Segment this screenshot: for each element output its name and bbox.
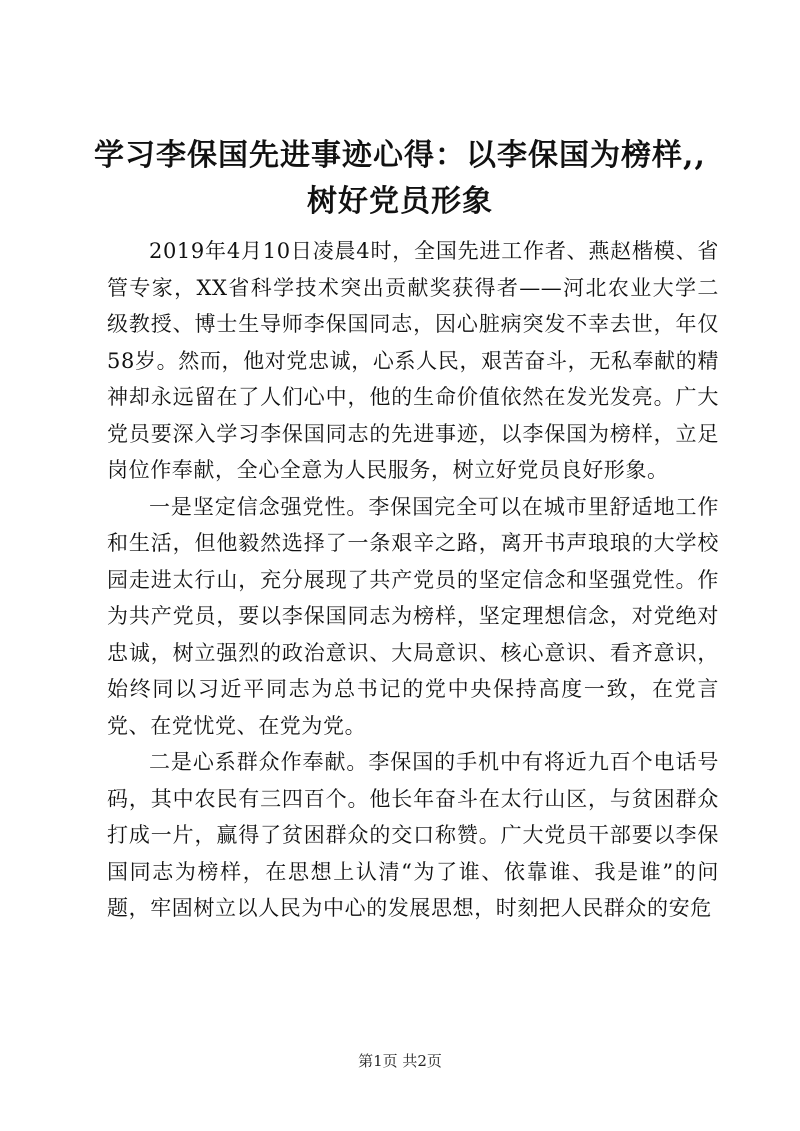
page-footer: 第1页 共2页 [358,1052,442,1070]
paragraph: 2019年4月10日凌晨4时，全国先进工作者、燕赵楷模、省管专家，XX省科学技术突出贡献奖获得者——河北农业大学二级教授、博士生导师李保国同志，因心脏病突发不幸去世，年仅58岁。然而，他对党忠诚，心系人民，艰苦奋斗，无私奉献的精神却永远留在了人们心中，他的生命价值依然在发光发亮。广大党员要深入学习李保国同志的先进事迹，以李保国为榜样，立足岗位作奉献，全心全意为人民服务，树立好党员良好形象。 [107,239,719,482]
paragraph: 一是坚定信念强党性。李保国完全可以在城市里舒适地工作和生活，但他毅然选择了一条艰辛之路，离开书声琅琅的大学校园走进太行山，充分展现了共产党员的坚定信念和坚强党性。作为共产党员，要以李保国同志为榜样，坚定理想信念，对党绝对忠诚，树立强烈的政治意识、大局意识、核心意识、看齐意识，始终同以习近平同志为总书记的党中央保持高度一致，在党言党、在党忧党、在党为党。 [107,494,719,738]
paragraph: 二是心系群众作奉献。李保国的手机中有将近九百个电话号码，其中农民有三四百个。他长年奋斗在太行山区，与贫困群众打成一片，赢得了贫困群众的交口称赞。广大党员干部要以李保国同志为榜样，在思想上认清“为了谁、依靠谁、我是谁”的问题，牢固树立以人民为中心的发展思想，时刻把人民群众的安危 [107,750,719,920]
document-title-line-1: 学习李保国先进事迹心得：以李保国为榜样,, [94,138,706,173]
document-title-line-2: 树好党员形象 [307,184,493,219]
document-body [107,233,719,927]
